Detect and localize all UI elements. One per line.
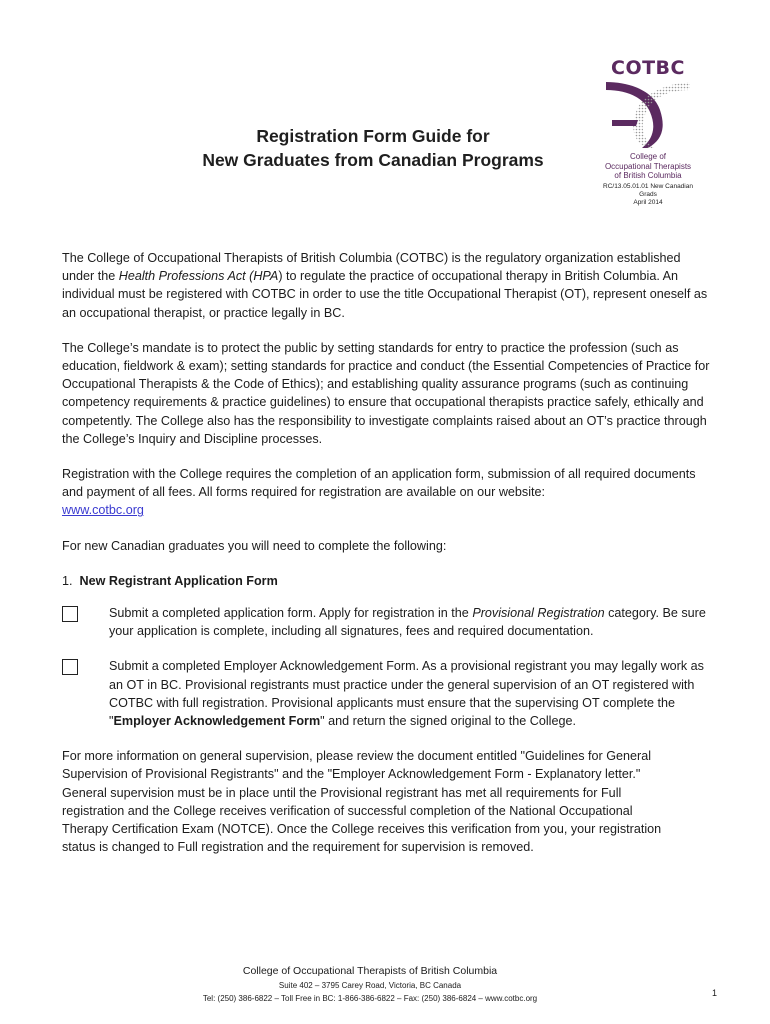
title-line-2: New Graduates from Canadian Programs — [202, 150, 544, 170]
cotbc-logo — [596, 58, 700, 181]
application-checkbox[interactable] — [62, 606, 78, 622]
item2-bold: Employer Acknowledgement Form — [113, 714, 321, 729]
checklist-item-employer-form — [62, 657, 714, 730]
checklist-item-application-text — [109, 604, 713, 640]
document-code-number: RC/13.05.01.01 New Canadian Grads — [603, 183, 693, 198]
intro-paragraph-1 — [62, 249, 714, 322]
document-body — [62, 249, 714, 873]
section-1-number: 1. — [62, 573, 73, 588]
hpa-italic: Health Professions Act (HPA — [118, 269, 279, 284]
document-code — [598, 183, 698, 207]
intro-p1-text-a: The College of Occupational Therapists of British Columbia (COTBC) is the regulatory organization established under the — [62, 251, 681, 284]
section-1-title: New Registrant Application Form — [79, 573, 278, 588]
item1-italic: Provisional Registration — [472, 606, 605, 621]
item1-text-b: category. Be sure your application is complete, including all signatures, fees and required documentation. — [109, 606, 706, 639]
item1-text-a: Submit a completed application form. Apply for registration in the — [109, 606, 473, 621]
intro-p3-text: Registration with the College requires the completion of an application form, submission of all required documents and payment of all fees. All forms required for registration are available on our website: — [62, 467, 696, 500]
document-date: April 2014 — [633, 199, 663, 206]
item2-text-b: " and return the signed original to the College. — [320, 714, 576, 729]
item2-text-a: Submit a completed Employer Acknowledgement Form. As a provisional registrant you may legally work as an OT in BC. Provisional registrants must practice under the general supervision of an OT registered with COTBC with full registration. Provisional applicants must ensure that the supervising OT complete the " — [109, 659, 704, 729]
footer-address: Suite 402 – 3795 Carey Road, Victoria, BC Canada — [278, 981, 462, 990]
checklist-item-application — [62, 604, 714, 640]
checklist-item-employer-text — [109, 657, 713, 730]
intro-paragraph-3 — [62, 465, 714, 520]
section-1-heading — [62, 572, 714, 590]
logo-wordmark: COTBC — [611, 57, 685, 79]
footer-organization: College of Occupational Therapists of British Columbia — [242, 965, 498, 977]
logo-caption: College of Occupational Therapists of British Columbia — [604, 152, 692, 180]
intro-paragraph-4: For new Canadian graduates you will need to complete the following: — [62, 538, 447, 553]
intro-p1-text-b: ) to regulate the practice of occupational therapy in British Columbia. An individual must be registered with COTBC in order to use the title Occupational Therapist (OT), represent oneself as an occupational therapist, or practice legally in BC. — [62, 269, 708, 320]
employer-form-checkbox[interactable] — [62, 659, 78, 675]
title-line-1: Registration Form Guide for — [256, 126, 490, 146]
supervision-info-paragraph: For more information on general supervision, please review the document entitled "Guidelines for General Supervision of Provisional Registrants" and the "Employer Acknowledgement Form - Explanatory letter." General supervision must be in place until the Provisional registrant has met all requirements for Full registration and the College receives verification of successful completion of the National Occupational Therapy Certification Exam (NOTCE). Once the College receives this verification from you, your registration status is changed to Full registration and the requirement for supervision is removed. — [62, 749, 662, 855]
footer-contact: Tel: (250) 386-6822 – Toll Free in BC: 1-866-386-6822 – Fax: (250) 386-6824 – www.cotbc.org — [202, 994, 538, 1003]
website-link[interactable]: www.cotbc.org — [62, 503, 144, 518]
page-footer — [150, 963, 590, 1005]
page-number: 1 — [712, 988, 718, 998]
logo-ribbon-icon — [602, 80, 694, 150]
document-title — [150, 124, 596, 172]
intro-paragraph-2: The College’s mandate is to protect the public by setting standards for entry to practice the profession (such as education, fieldwork & exam); setting standards for practice and conduct (the Essential Competencies of Practice for Occupational Therapists & the Code of Ethics); and establishing quality assurance programs (such as continuing competency requirements & practice guidelines) to ensure that occupational therapists practice safely, ethically and competently. The College also has the responsibility to investigate complaints raised about an OT’s practice through the College’s Inquiry and Discipline processes. — [62, 340, 710, 446]
